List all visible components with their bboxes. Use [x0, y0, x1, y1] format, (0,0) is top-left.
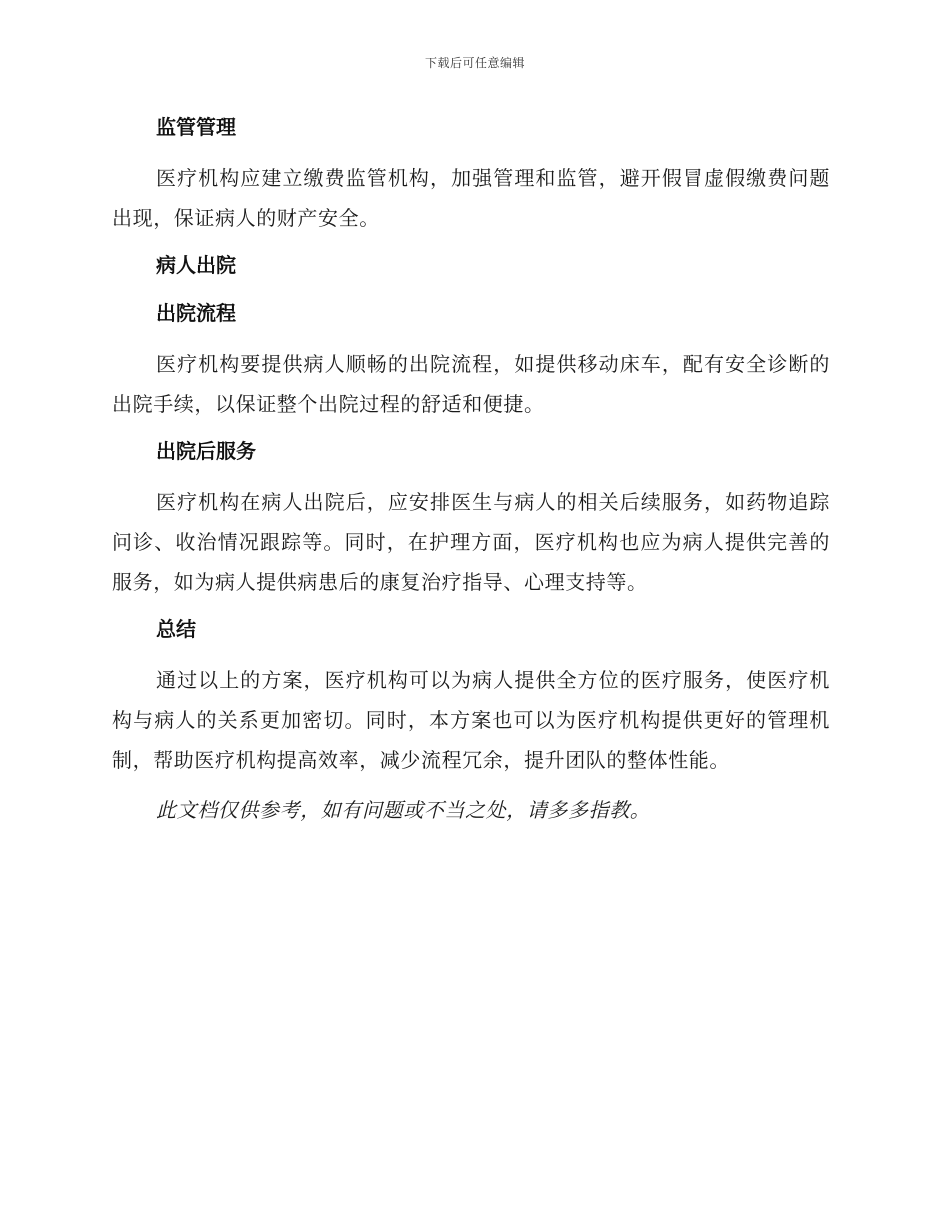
section-heading-summary: 总结: [156, 617, 196, 641]
section-heading-discharge: 病人出院: [156, 253, 236, 277]
section-heading-supervision: 监管管理: [156, 115, 236, 139]
disclaimer-note: 此文档仅供参考，如有问题或不当之处，请多多指教。: [156, 798, 651, 822]
document-body: [112, 110, 830, 830]
paragraph-discharge-process: 医疗机构要提供病人顺畅的出院流程，如提供移动床车，配有安全诊断的出院手续，以保证整个出院过程的舒适和便捷。: [112, 352, 830, 416]
section-heading-discharge-process: 出院流程: [156, 301, 236, 325]
paragraph-summary: 通过以上的方案，医疗机构可以为病人提供全方位的医疗服务，使医疗机构与病人的关系更加密切。同时，本方案也可以为医疗机构提供更好的管理机制，帮助医疗机构提高效率，减少流程冗余，提升团队的整体性能。: [112, 668, 830, 772]
paragraph-supervision: 医疗机构应建立缴费监管机构，加强管理和监管，避开假冒虚假缴费问题出现，保证病人的财产安全。: [112, 166, 830, 230]
paragraph-post-discharge: 医疗机构在病人出院后，应安排医生与病人的相关后续服务，如药物追踪问诊、收治情况跟踪等。同时，在护理方面，医疗机构也应为病人提供完善的服务，如为病人提供病患后的康复治疗指导、心理支持等。: [112, 490, 830, 594]
section-heading-post-discharge: 出院后服务: [156, 439, 256, 463]
page-header: 下载后可任意编辑: [424, 56, 525, 70]
